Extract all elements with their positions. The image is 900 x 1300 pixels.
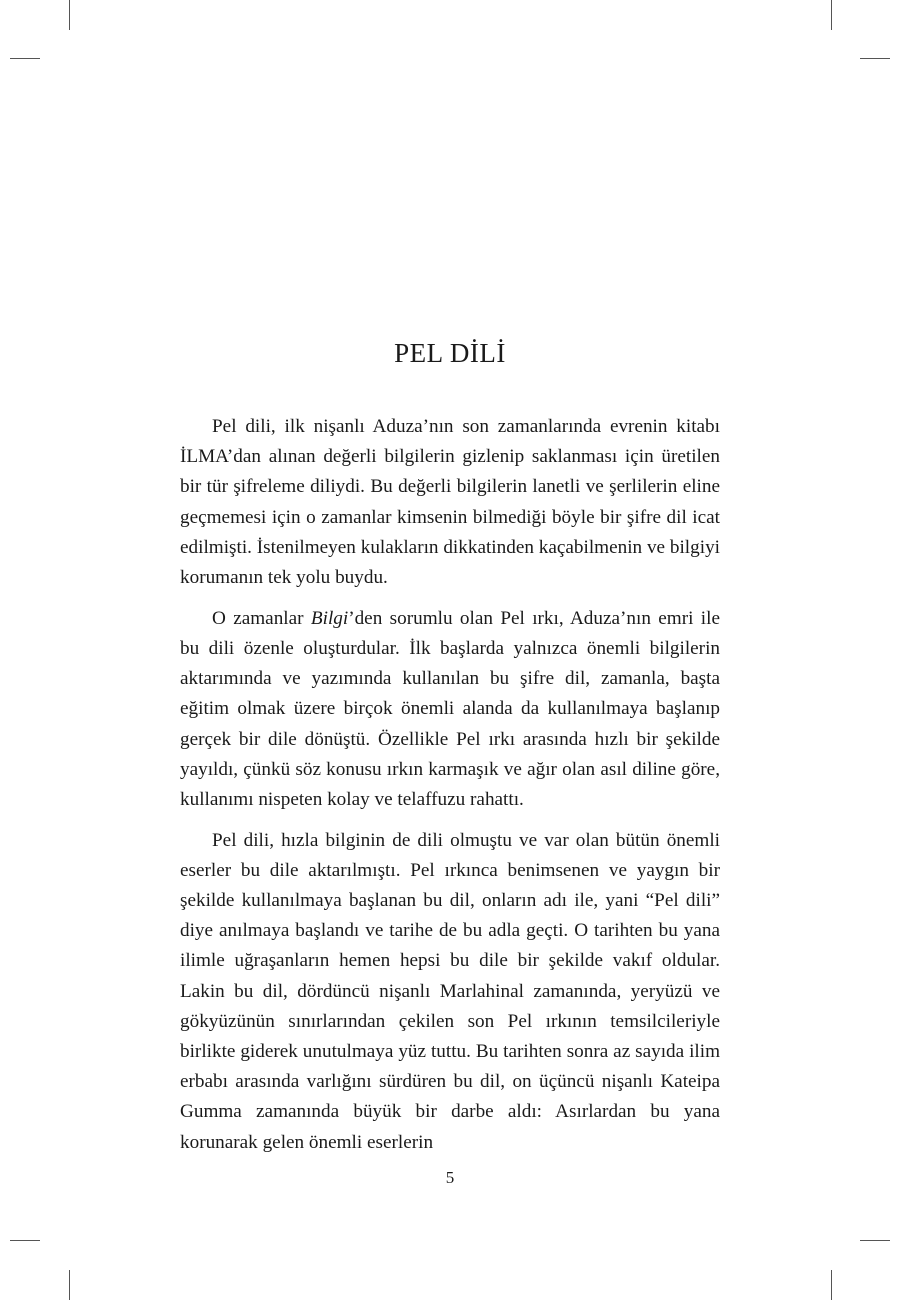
chapter-body: [180, 412, 720, 1168]
paragraph: Pel dili, ilk nişanlı Aduza’nın son zamanlarında evrenin kitabı İLMA’dan alınan değerli bilgilerin gizlenip saklanması için üretilen bir tür şifreleme diliydi. Bu değerli bilgilerin lanetli ve şerlilerin eline geçmemesi için o zamanlar kimsenin bilmediği böyle bir şifre dil icat edilmişti. İstenilmeyen kulakların dikkatinden kaçabilmenin ve bilgiyi korumanın tek yolu buydu.: [180, 416, 720, 589]
crop-mark: [860, 1240, 890, 1241]
crop-mark: [69, 1270, 70, 1300]
chapter-title: PEL DİLİ: [394, 338, 506, 368]
italic-term: Bilgi: [310, 607, 349, 629]
paragraph-text: ’den sorumlu olan Pel ırkı, Aduza’nın emri ile bu dili özenle oluşturdular. İlk başlarda yalnızca önemli bilgilerin aktarımında ve yazımında kullanılan bu şifre dil, zamanla, başta eğitim olmak üzere birçok önemli alanda da kullanılmaya başlanıp gerçek bir dile dönüştü. Özellikle Pel ırkı arasında hızlı bir şekilde yayıldı, çünkü söz konusu ırkın karmaşık ve ağır olan asıl diline göre, kullanımı nispeten kolay ve telaffuzu rahattı.: [180, 607, 720, 810]
crop-mark: [10, 58, 40, 59]
paragraph: Pel dili, hızla bilginin de dili olmuştu ve var olan bütün önemli eserler bu dile aktarılmıştı. Pel ırkınca benimsenen ve yaygın bir şekilde kullanılmaya başlanan bu dil, onların adı ile, yani “Pel dili” diye anılmaya başlandı ve tarihe de bu adla geçti. O tarihten bu yana ilimle uğraşanların hemen hepsi bu dile bir şekilde vakıf oldular. Lakin bu dil, dördüncü nişanlı Marlahinal zamanında, yeryüzü ve gökyüzünün sınırlarından çekilen son Pel ırkının temsilcileriyle birlikte giderek unutulmaya yüz tuttu. Bu tarihten sonra az sayıda ilim erbabı arasında varlığını sürdüren bu dil, on üçüncü nişanlı Kateipa Gumma zamanında büyük bir darbe aldı: Asırlardan bu yana korunarak gelen önemli eserlerin: [180, 829, 720, 1153]
crop-mark: [831, 0, 832, 30]
paragraph: [180, 604, 720, 815]
crop-mark: [831, 1270, 832, 1300]
page-number: 5: [445, 1168, 455, 1187]
crop-mark: [10, 1240, 40, 1241]
crop-mark: [860, 58, 890, 59]
paragraph-text: O zamanlar: [212, 607, 311, 629]
crop-mark: [69, 0, 70, 30]
